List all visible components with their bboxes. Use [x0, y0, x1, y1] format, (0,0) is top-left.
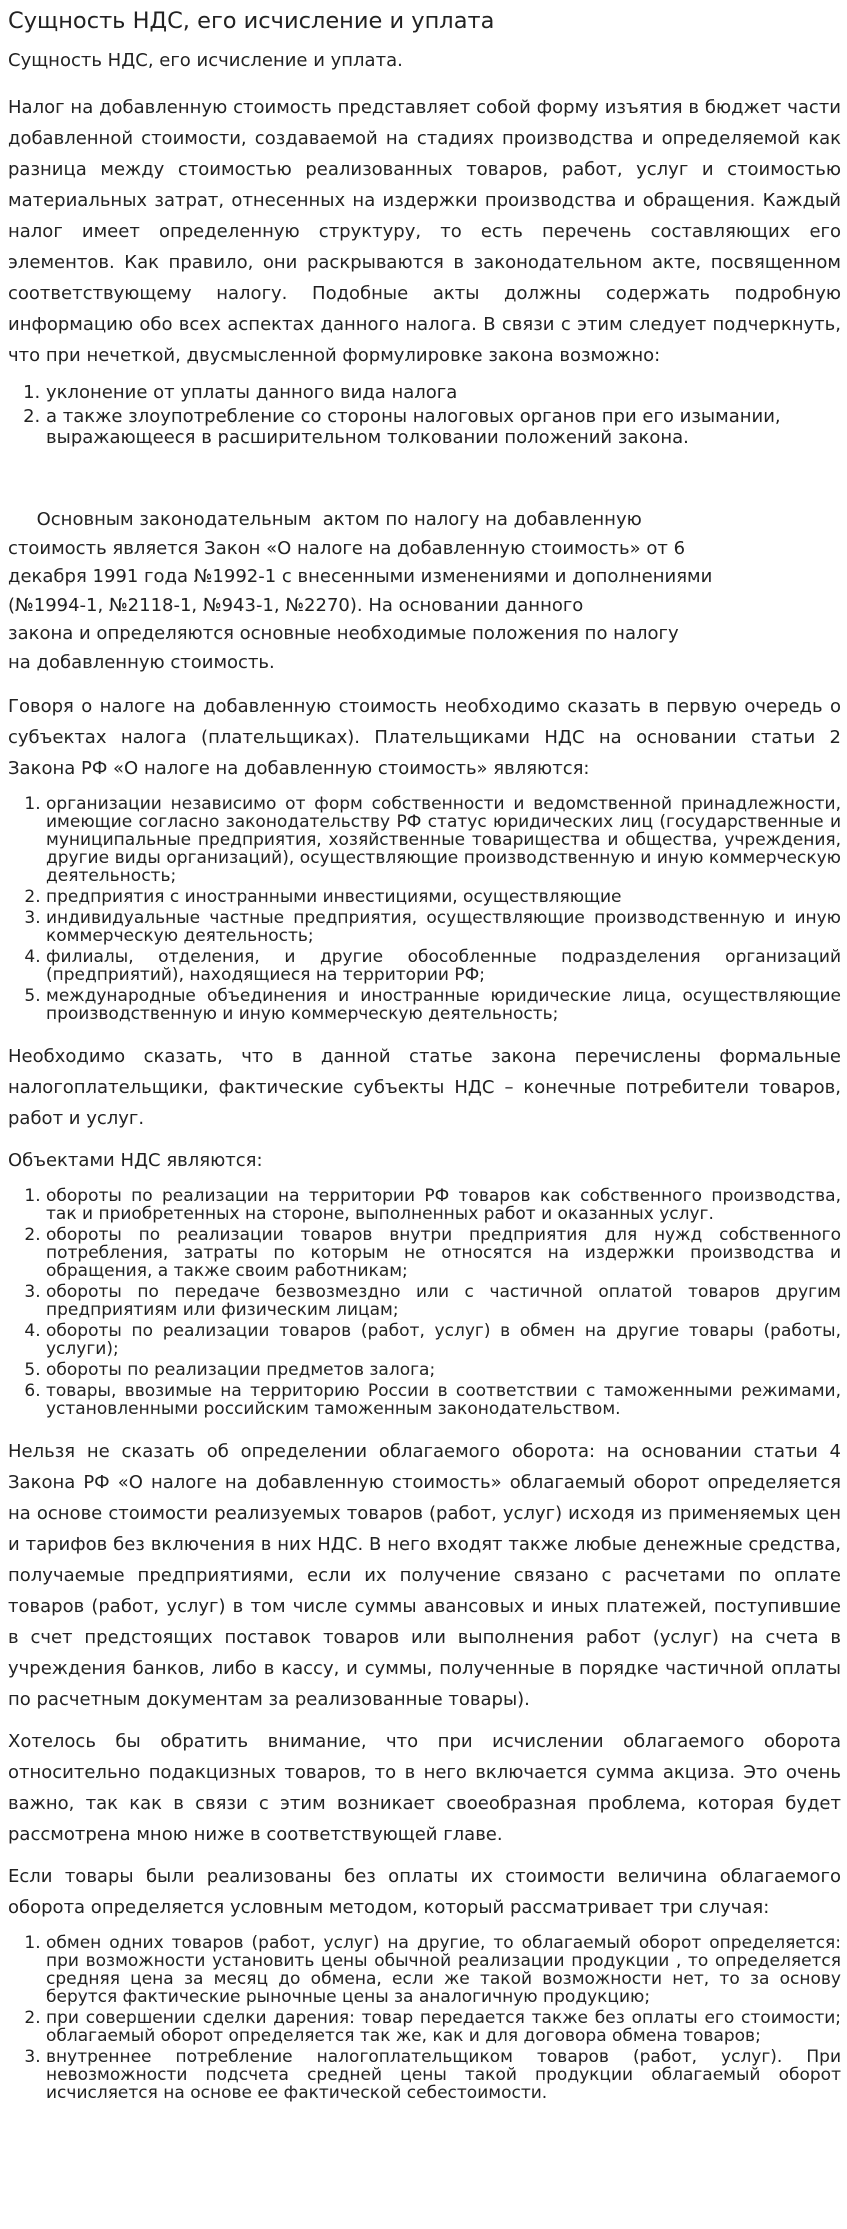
list-item: 3. индивидуальные частные предприятия, осуществляющие производственную и иную коммерческую деятельность;	[46, 909, 841, 945]
objects-heading: Объектами НДС являются:	[8, 1150, 263, 1172]
list-item: 1. уклонение от уплаты данного вида налога	[46, 382, 841, 403]
law-line: Основным законодательным актом по налогу на добавленную	[8, 509, 642, 531]
excise-paragraph: Хотелось бы обратить внимание, что при исчислении облагаемого оборота относительно подакцизных товаров, то в него включается сумма акциза. Это очень важно, так как в связи с этим возникает своеобразная проблема, которая будет рассмотрена мною ниже в соответствующей главе.	[8, 1731, 841, 1846]
law-line: декабря 1991 года №1992-1 с внесенными изменениями и дополнениями	[8, 566, 713, 588]
spacer	[8, 466, 841, 506]
list-item: 4. обороты по реализации товаров (работ, услуг) в обмен на другие товары (работы, услуги);	[46, 1322, 841, 1358]
list-item: 1. обороты по реализации на территории РФ товаров как собственного производства, так и приобретенных на стороне, выполненных работ и оказанных услуг.	[46, 1187, 841, 1223]
list-item: 2. при совершении сделки дарения: товар передается также без оплаты его стоимости; облагаемый оборот определяется так же, как и для договора обмена товаров;	[46, 2009, 841, 2045]
law-line: (№1994-1, №2118-1, №943-1, №2270). На основании данного	[8, 594, 584, 616]
conditional-method-paragraph: Если товары были реализованы без оплаты их стоимости величина облагаемого оборота определяется условным методом, который рассматривает три случая:	[8, 1866, 841, 1919]
objects-list	[8, 1187, 841, 1418]
list-item: 4. филиалы, отделения, и другие обособленные подразделения организаций (предприятий), находящиеся на территории РФ;	[46, 948, 841, 984]
law-paragraph	[8, 506, 841, 677]
law-line: стоимость является Закон «О налоге на добавленную стоимость» от 6	[8, 537, 686, 559]
list-item: 3. обороты по передаче безвозмездно или с частичной оплатой товаров другим предприятиям или физическим лицам;	[46, 1283, 841, 1319]
law-line: на добавленную стоимость.	[8, 651, 275, 673]
list-item: 2. а также злоупотребление со стороны налоговых органов при его изымании, выражающееся в расширительном толковании положений закона.	[46, 406, 841, 448]
list-item: 5. обороты по реализации предметов залога;	[46, 1361, 841, 1379]
formal-payers-paragraph: Необходимо сказать, что в данной статье закона перечислены формальные налогоплательщики, фактические субъекты НДС – конечные потребители товаров, работ и услуг.	[8, 1046, 841, 1130]
intro-paragraph: Налог на добавленную стоимость представляет собой форму изъятия в бюджет части добавленной стоимости, создаваемой на стадиях производства и определяемой как разница между стоимостью реализованных товаров, работ, услуг и стоимостью материальных затрат, отнесенных на издержки производства и обращения. Каждый налог имеет определенную структуру, то есть перечень составляющих его элементов. Как правило, они раскрываются в законодательном акте, посвященном соответствующему налогу. Подобные акты должны содержать подробную информацию обо всех аспектах данного налога. В связи с этим следует подчеркнуть, что при нечеткой, двусмысленной формулировке закона возможно:	[8, 97, 841, 367]
list-item: 1. организации независимо от форм собственности и ведомственной принадлежности, имеющие согласно законодательству РФ статус юридических лиц (государственные и муниципальные предприятия, хозяйственные товарищества и общества, учреждения, другие виды организаций), осуществляющие производственную и иную коммерческую деятельность;	[46, 795, 841, 885]
law-line: закона и определяются основные необходимые положения по налогу	[8, 623, 679, 645]
list-item: 3. внутреннее потребление налогоплательщиком товаров (работ, услуг). При невозможности подсчета средней цены такой продукции облагаемый оборот исчисляется на основе ее фактической себестоимости.	[46, 2048, 841, 2102]
list-item: 1. обмен одних товаров (работ, услуг) на другие, то облагаемый оборот определяется: при возможности установить цены обычной реализации продукции , то определяется средняя цена за месяц до обмена, если же такой возможности нет, то за основу берутся фактические рыночные цены за аналогичную продукцию;	[46, 1934, 841, 2006]
list-item: 2. обороты по реализации товаров внутри предприятия для нужд собственного потребления, затраты по которым не относятся на издержки производства и обращения, а также своим работникам;	[46, 1226, 841, 1280]
list-item: 5. международные объединения и иностранные юридические лица, осуществляющие производственную и иную коммерческую деятельность;	[46, 987, 841, 1023]
list-item: 2. предприятия с иностранными инвестициями, осуществляющие	[46, 888, 841, 906]
page-title: Сущность НДС, его исчисление и уплата	[8, 8, 495, 34]
article-subtitle: Сущность НДС, его исчисление и уплата.	[8, 50, 403, 71]
cases-list	[8, 1934, 841, 2102]
payers-paragraph: Говоря о налоге на добавленную стоимость необходимо сказать в первую очередь о субъектах налога (плательщиках). Плательщиками НДС на основании статьи 2 Закона РФ «О налоге на добавленную стоимость» являются:	[8, 696, 841, 780]
risks-list	[8, 382, 841, 448]
taxable-turnover-paragraph: Нельзя не сказать об определении облагаемого оборота: на основании статьи 4 Закона РФ «О налоге на добавленную стоимость» облагаемый оборот определяется на основе стоимости реализуемых товаров (работ, услуг) исходя из применяемых цен и тарифов без включения в них НДС. В него входят также любые денежные средства, получаемые предприятиями, если их получение связано с расчетами по оплате товаров (работ, услуг) в том числе суммы авансовых и иных платежей, поступившие в счет предстоящих поставок товаров или выполнения работ (услуг) на счета в учреждения банков, либо в кассу, и суммы, полученные в порядке частичной оплаты по расчетным документам за реализованные товары).	[8, 1441, 841, 1711]
list-item: 6. товары, ввозимые на территорию России в соответствии с таможенными режимами, установленными российским таможенным законодательством.	[46, 1382, 841, 1418]
payers-list	[8, 795, 841, 1023]
